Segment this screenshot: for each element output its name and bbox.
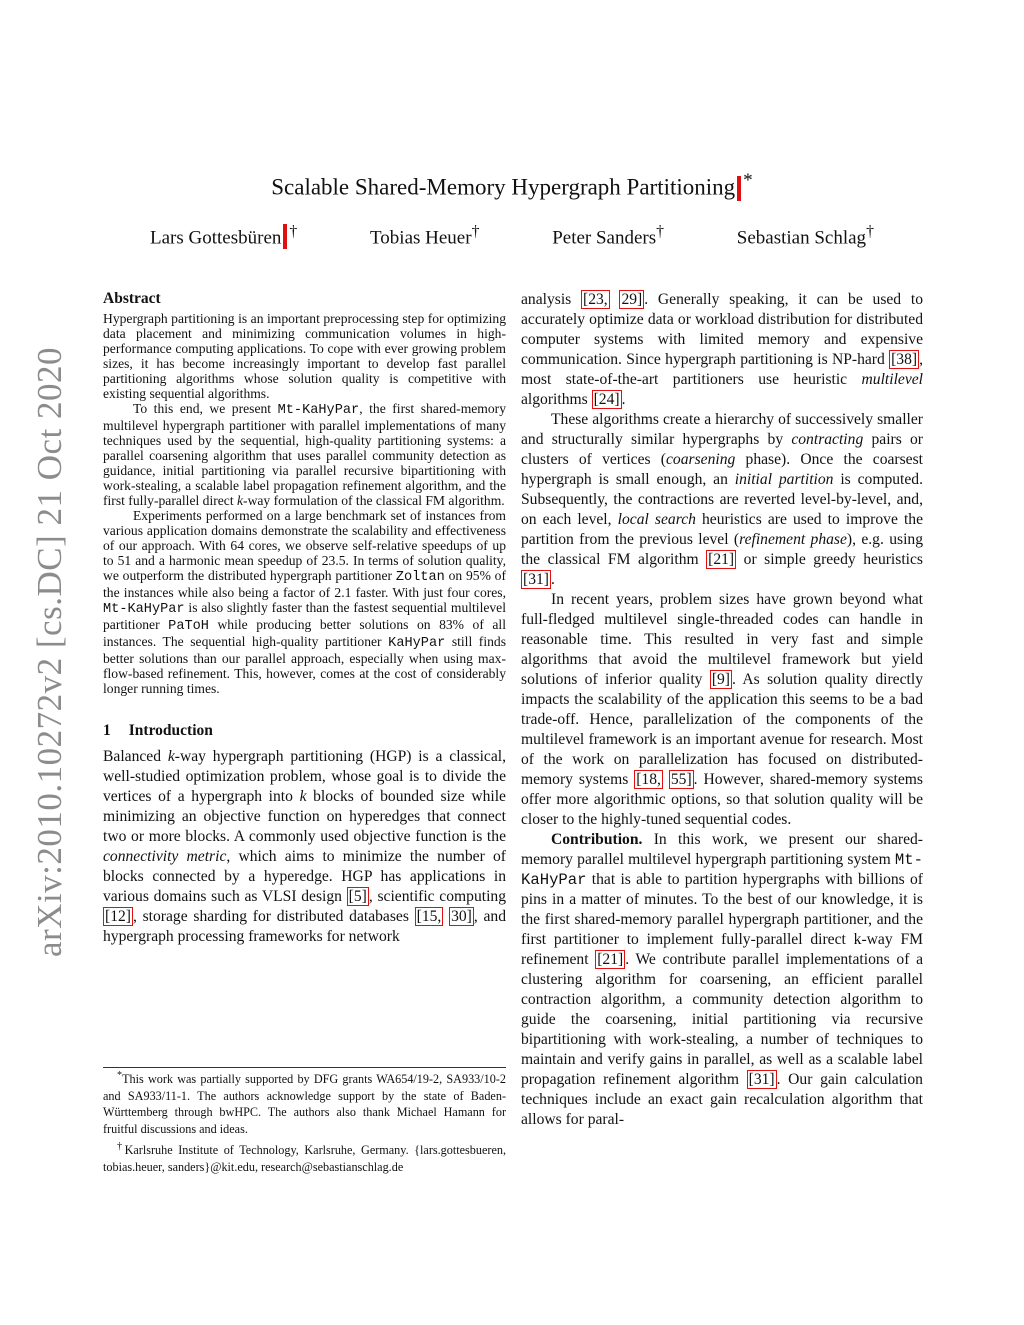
abstract-paragraph: Experiments performed on a large benchmark set of instances from various application domains demonstrate the scalability and effectiveness of our approach. With 64 cores, we observe self-relative speedups of up to 51 and a harmonic mean speedup of 23.5. In terms of solution quality, we outperform the distributed hypergraph partitioner Zoltan on 95% of the instances while also being a factor of 2.1 faster. With just four cores, Mt-KaHyPar is also slightly faster than the fastest sequential multilevel partitioner PaToH while producing better solutions on 83% of all instances. The sequential high-quality partitioner KaHyPar still finds better solutions than our parallel approach, especially when using max-flow-based refinement. This, however, comes at the cost of considerably longer running times. <box>103 508 507 696</box>
author-link-marker[interactable] <box>283 224 287 249</box>
citation-link[interactable]: [38] <box>891 351 918 368</box>
right-column <box>521 290 923 1130</box>
citation-link[interactable]: [24] <box>593 391 620 408</box>
title-text: Scalable Shared-Memory Hypergraph Partitioning <box>271 174 736 200</box>
author-list <box>150 223 874 249</box>
body-paragraph: Balanced k-way hypergraph partitioning (HGP) is a classical, well-studied optimization problem, whose goal is to divide the vertices of a hypergraph into k blocks of bounded size while minimizing an objective function on hyperedges that connect two or more blocks. A commonly used objective function is the connectivity metric, which aims to minimize the number of blocks connected by a hyperedge. HGP has applications in various domains such as VLSI design [5] , scientific computing [12] , storage sharding for distributed databases [15, 30] , and hypergraph processing frameworks for network <box>103 748 507 945</box>
body-paragraph: Contribution. In this work, we present our shared-memory parallel multilevel hypergraph partitioning system Mt-KaHyPar that is able to partition hypergraphs with billions of pins in a matter of minutes. To the best of our knowledge, it is the first shared-memory parallel hypergraph partitioner, and the first partitioner to implement fully-parallel direct k-way FM refinement [21] . We contribute parallel implementations of a clustering algorithm for coarsening, an efficient parallel contraction algorithm, a community detection algorithm to guide the coarsening, initial partitioning via recursive bipartitioning with work-stealing, a number of techniques to maintain and verify gains in parallel, as well as a scalable label propagation refinement algorithm [31] . Our gain calculation techniques include an exact gain recalculation algorithm that allows for paral- <box>521 831 923 1128</box>
author: Peter Sanders† <box>552 223 665 249</box>
left-column <box>103 290 506 947</box>
citation-link[interactable]: [5] <box>348 888 367 905</box>
body-paragraph: analysis [23, 29] . Generally speaking, it can be used to accurately optimize data or workload distribution for distributed computer systems with limited memory and expensive communication. Since hypergraph partitioning is NP-hard [38] , most state-of-the-art partitioners use heuristic multilevel algorithms [24] . <box>521 291 923 408</box>
citation-link[interactable]: [12] <box>105 908 131 925</box>
author: Tobias Heuer† <box>370 223 480 249</box>
citation-link[interactable]: 30] <box>451 908 472 925</box>
section-heading: 1 Introduction <box>103 722 213 739</box>
body-paragraph: These algorithms create a hierarchy of successively smaller and structurally similar hypergraphs by contracting pairs or clusters of vertices (coarsening phase). Once the coarsest hypergraph is small enough, an initial partition is computed. Subsequently, the contractions are reverted level-by-level, and, on each level, local search heuristics are used to improve the partition from the previous level (refinement phase), e.g. using the classical FM algorithm [21] or simple greedy heuristics [31] . <box>521 411 924 588</box>
citation-link[interactable]: [18, <box>636 771 661 788</box>
author: Lars Gottesbüren † <box>150 223 298 249</box>
citation-link[interactable]: 29] <box>621 291 643 308</box>
author: Sebastian Schlag† <box>736 223 874 249</box>
footnote: *This work was partially supported by DFG grants WA654/19-2, SA933/10-2 and SA933/11-1. The authors acknowledge support by the state of Baden-Württemberg through bwHPC. The authors also thank Michael Hamann for fruitful discussions and ideas. <box>103 1070 506 1136</box>
abstract-heading: Abstract <box>103 290 161 307</box>
abstract-paragraph: To this end, we present Mt-KaHyPar, the first shared-memory multilevel hypergraph partitioner with parallel implementations of many techniques used by the sequential, high-quality partitioning systems: a parallel coarsening algorithm that uses parallel community detection as guidance, initial partitioning via parallel recursive bipartitioning with work-stealing, a scalable label propagation refinement algorithm, and the first fully-parallel direct k-way formulation of the classical FM algorithm. <box>103 401 507 508</box>
title-link-marker[interactable] <box>737 176 741 201</box>
citation-link[interactable]: [21] <box>597 951 624 968</box>
body-paragraph: In recent years, problem sizes have grown beyond what full-fledged multilevel single-threaded codes can handle in reasonable time. This resulted in very fast and simple algorithms that avoid the multilevel framework but yield solutions of inferior quality [9] . As solution quality directly impacts the scalability of the application this seems to be a bad trade-off. Hence, parallelization of the components of the multilevel framework is an important avenue for research. Most of the work on parallelization has focused on distributed-memory systems [18, 55] . However, shared-memory systems offer more algorithmic options, so that solution quality will be closer to the highly-tuned sequential codes. <box>521 591 923 828</box>
citation-link[interactable]: [31] <box>748 1071 775 1088</box>
arxiv-identifier: arXiv:2010.10272v2 [cs.DC] 21 Oct 2020 <box>30 346 69 958</box>
title-footnote-mark[interactable]: * <box>743 170 753 191</box>
citation-link[interactable]: [23, <box>583 291 608 308</box>
footnote: †Karlsruhe Institute of Technology, Karlsruhe, Germany. {lars.gottesbueren, tobias.heuer, sanders}@kit.edu, research@sebastianschlag.de <box>103 1141 506 1174</box>
abstract <box>103 290 506 696</box>
paper-title <box>0 170 1024 201</box>
abstract-paragraph: Hypergraph partitioning is an important preprocessing step for optimizing data placement and minimizing communication volumes in high-performance computing applications. To cope with ever growing problem sizes, it has become increasingly important to develop fast parallel partitioning algorithms whose solution quality is competitive with existing sequential algorithms. <box>103 311 506 401</box>
citation-link[interactable]: [21] <box>708 551 735 568</box>
citation-link[interactable]: 55] <box>670 771 692 788</box>
citation-link[interactable]: [9] <box>711 671 730 688</box>
citation-link[interactable]: [31] <box>523 571 549 588</box>
citation-link[interactable]: [15, <box>416 908 442 925</box>
footnotes <box>103 1067 506 1175</box>
